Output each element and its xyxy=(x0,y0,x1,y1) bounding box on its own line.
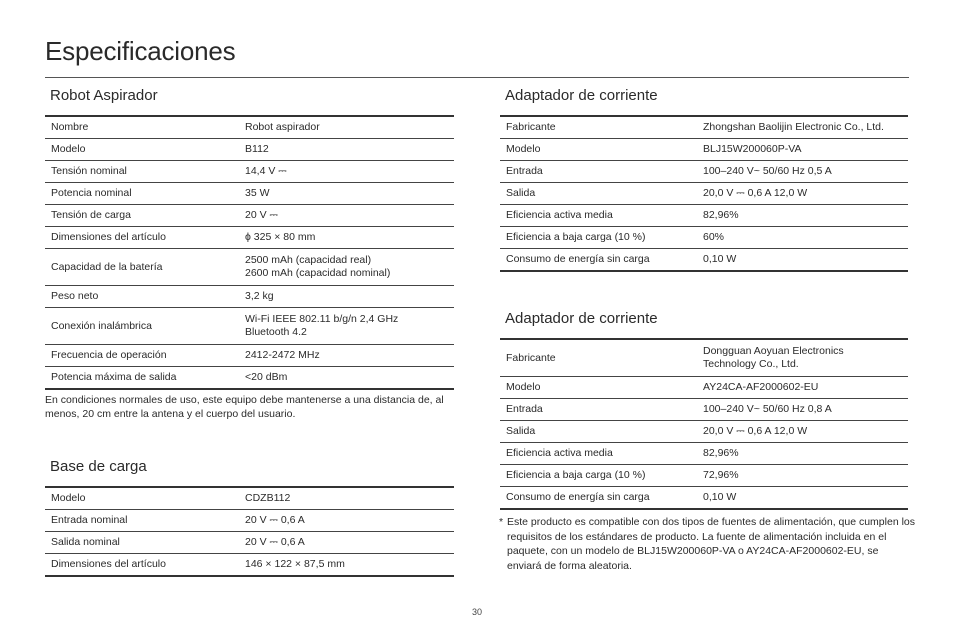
spec-value: Dongguan Aoyuan Electronics Technology Co., Ltd. xyxy=(697,339,908,377)
table-row xyxy=(45,510,454,532)
spec-label: Eficiencia activa media xyxy=(500,443,697,465)
spec-value: 60% xyxy=(697,227,908,249)
spec-label: Modelo xyxy=(500,377,697,399)
table-row xyxy=(500,161,908,183)
table-row xyxy=(500,116,908,139)
table-row xyxy=(500,227,908,249)
adapter1-spec-heading: Adaptador de corriente xyxy=(505,87,658,104)
spec-value: 0,10 W xyxy=(703,491,737,503)
base-spec-table xyxy=(45,486,454,577)
table-row xyxy=(45,227,454,249)
spec-value: 100–240 V~ 50/60 Hz 0,5 A xyxy=(697,161,908,183)
spec-label: Entrada xyxy=(500,161,697,183)
antenna-distance-note: En condiciones normales de uso, este equipo debe mantenerse a una distancia de, al menos, 20 cm entre la antena y el cuerpo del usuario. xyxy=(45,394,444,420)
spec-value: 20,0 V ⎓ 0,6 A 12,0 W xyxy=(697,183,908,205)
adapter2-spec-heading: Adaptador de corriente xyxy=(505,310,658,327)
table-row xyxy=(45,308,454,345)
spec-label: Salida nominal xyxy=(45,532,239,554)
spec-label: Potencia máxima de salida xyxy=(51,371,177,383)
table-row xyxy=(45,116,454,139)
spec-label: Modelo xyxy=(45,139,239,161)
page-number: 30 xyxy=(471,607,482,617)
spec-value: CDZB112 xyxy=(239,487,454,510)
table-row xyxy=(500,205,908,227)
spec-label: Consumo de energía sin carga xyxy=(506,253,650,265)
spec-label: Eficiencia a baja carga (10 %) xyxy=(500,465,697,487)
spec-label: Entrada nominal xyxy=(45,510,239,532)
spec-label: Consumo de energía sin carga xyxy=(506,491,650,503)
table-row xyxy=(500,183,908,205)
table-row xyxy=(500,487,908,510)
spec-value: 35 W xyxy=(239,183,454,205)
table-row xyxy=(500,399,908,421)
spec-label: Salida xyxy=(500,183,697,205)
table-row xyxy=(500,377,908,399)
spec-label: Dimensiones del artículo xyxy=(45,227,239,249)
spec-value: ϕ 325 × 80 mm xyxy=(239,227,454,249)
spec-value: BLJ15W200060P-VA xyxy=(697,139,908,161)
adapter2-spec-table xyxy=(500,338,908,510)
spec-value: 3,2 kg xyxy=(239,286,454,308)
spec-value: Zhongshan Baolijin Electronic Co., Ltd. xyxy=(697,116,908,139)
spec-value: 146 × 122 × 87,5 mm xyxy=(245,558,345,570)
spec-label: Potencia nominal xyxy=(45,183,239,205)
spec-value: 20 V ⎓ xyxy=(239,205,454,227)
table-row xyxy=(500,339,908,377)
table-row xyxy=(45,367,454,390)
table-row xyxy=(45,183,454,205)
power-supply-footnote xyxy=(499,515,915,573)
spec-label: Modelo xyxy=(500,139,697,161)
spec-label: Frecuencia de operación xyxy=(45,345,239,367)
spec-label: Fabricante xyxy=(500,116,697,139)
spec-value: 14,4 V ⎓ xyxy=(239,161,454,183)
spec-value: 72,96% xyxy=(697,465,908,487)
spec-label: Tensión de carga xyxy=(45,205,239,227)
spec-label: Capacidad de la batería xyxy=(45,249,239,286)
base-spec-heading: Base de carga xyxy=(50,458,147,475)
spec-label: Tensión nominal xyxy=(45,161,239,183)
table-row xyxy=(45,554,454,577)
spec-value: Wi-Fi IEEE 802.11 b/g/n 2,4 GHz Bluetooth 4.2 xyxy=(239,308,454,345)
table-row xyxy=(45,345,454,367)
table-row xyxy=(45,139,454,161)
spec-value: 100–240 V~ 50/60 Hz 0,8 A xyxy=(697,399,908,421)
table-row xyxy=(500,139,908,161)
table-row xyxy=(500,421,908,443)
title-divider xyxy=(45,77,909,78)
spec-value: <20 dBm xyxy=(245,371,288,383)
spec-value: 2412-2472 MHz xyxy=(239,345,454,367)
spec-value: 82,96% xyxy=(697,205,908,227)
table-row xyxy=(45,205,454,227)
robot-spec-section xyxy=(45,85,454,390)
spec-label: Dimensiones del artículo xyxy=(51,558,166,570)
spec-label: Conexión inalámbrica xyxy=(45,308,239,345)
spec-label: Eficiencia activa media xyxy=(500,205,697,227)
spec-label: Peso neto xyxy=(45,286,239,308)
table-row xyxy=(45,532,454,554)
spec-label: Modelo xyxy=(45,487,239,510)
base-spec-section xyxy=(45,456,454,577)
spec-label: Salida xyxy=(500,421,697,443)
spec-value: Robot aspirador xyxy=(239,116,454,139)
spec-label: Entrada xyxy=(500,399,697,421)
spec-label: Eficiencia a baja carga (10 %) xyxy=(500,227,697,249)
spec-value: 20 V ⎓ 0,6 A xyxy=(239,532,454,554)
table-row xyxy=(45,487,454,510)
footnote-text: Este producto es compatible con dos tipos de fuentes de alimentación, que cumplen los requisitos de los estándares de producto. La fuente de alimentación incluida en el paquete, con un modelo de BLJ15W200060P-VA o AY24CA-AF2000602-EU, se enviará de forma aleatoria. xyxy=(507,516,915,572)
footnote-asterisk: * xyxy=(499,516,504,528)
robot-spec-heading: Robot Aspirador xyxy=(50,87,158,104)
page-title: Especificaciones xyxy=(45,36,236,66)
table-row xyxy=(500,443,908,465)
spec-value: 82,96% xyxy=(697,443,908,465)
spec-label: Nombre xyxy=(45,116,239,139)
spec-value: AY24CA-AF2000602-EU xyxy=(697,377,908,399)
spec-label: Fabricante xyxy=(500,339,697,377)
spec-value: B112 xyxy=(239,139,454,161)
spec-value: 20 V ⎓ 0,6 A xyxy=(239,510,454,532)
table-row xyxy=(500,249,908,272)
robot-spec-table xyxy=(45,115,454,390)
spec-value: 2500 mAh (capacidad real) 2600 mAh (capacidad nominal) xyxy=(239,249,454,286)
adapter1-spec-section xyxy=(500,85,908,272)
spec-value: 20,0 V ⎓ 0,6 A 12,0 W xyxy=(697,421,908,443)
adapter1-spec-table xyxy=(500,115,908,272)
table-row xyxy=(45,249,454,286)
table-row xyxy=(45,286,454,308)
table-row xyxy=(500,465,908,487)
spec-value: 0,10 W xyxy=(703,253,737,265)
adapter2-spec-section xyxy=(500,308,908,510)
table-row xyxy=(45,161,454,183)
